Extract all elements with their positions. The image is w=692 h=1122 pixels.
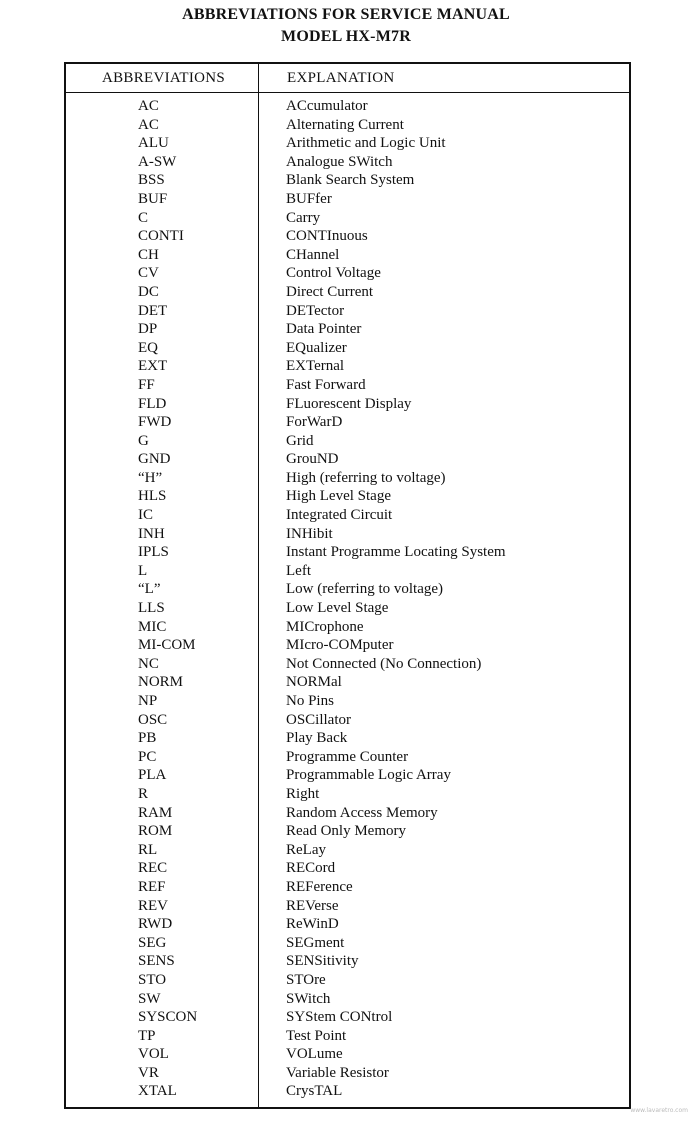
abbreviation-cell: PB (138, 730, 157, 747)
abbreviation-cell: ALU (138, 135, 169, 152)
page-title: ABBREVIATIONS FOR SERVICE MANUAL (182, 6, 510, 23)
abbreviation-cell: NC (138, 655, 159, 672)
table-row (66, 190, 629, 209)
abbreviation-cell: DP (138, 321, 158, 338)
explanation-cell: Alternating Current (286, 116, 404, 133)
explanation-cell: REFerence (286, 878, 353, 895)
abbreviation-cell: REV (138, 897, 168, 914)
abbreviations-table (64, 62, 631, 1109)
abbreviation-cell: “H” (138, 469, 163, 486)
explanation-cell: SENSitivity (286, 953, 359, 970)
abbreviation-cell: IC (138, 507, 153, 524)
table-row (66, 376, 629, 395)
abbreviation-cell: AC (138, 116, 159, 133)
explanation-cell: NORMal (286, 674, 342, 691)
abbreviation-cell: SW (138, 990, 161, 1007)
table-row (66, 804, 629, 823)
abbreviation-cell: NP (138, 693, 158, 709)
table-row (66, 599, 629, 618)
explanation-cell: CONTInuous (286, 228, 368, 245)
table-row (66, 711, 629, 730)
table-row (66, 1082, 629, 1101)
table-row (66, 729, 629, 748)
table-row (66, 395, 629, 414)
explanation-cell: VOLume (286, 1046, 343, 1063)
table-row (66, 562, 629, 581)
table-body (66, 97, 629, 1101)
explanation-cell: Play Back (286, 730, 348, 747)
abbreviation-cell: OSC (138, 711, 168, 728)
explanation-cell: FLuorescent Display (286, 395, 412, 412)
explanation-cell: Not Connected (No Connection) (286, 655, 482, 672)
explanation-cell: Test Point (286, 1027, 347, 1044)
table-row (66, 264, 629, 283)
explanation-cell: Control Voltage (286, 265, 381, 282)
table-row (66, 673, 629, 692)
explanation-cell: Programmable Logic Array (286, 767, 451, 784)
explanation-cell: Instant Programme Locating System (286, 544, 506, 561)
header-divider (66, 92, 629, 93)
explanation-cell: High Level Stage (286, 488, 391, 505)
table-row (66, 487, 629, 506)
abbreviation-cell: BUF (138, 190, 168, 207)
table-row (66, 302, 629, 321)
table-row (66, 1064, 629, 1083)
abbreviation-cell: XTAL (138, 1083, 177, 1100)
abbreviation-cell: VR (138, 1064, 159, 1081)
abbreviation-cell: C (138, 209, 149, 226)
explanation-cell: MIcro-COMputer (286, 637, 394, 654)
explanation-cell: ReLay (286, 841, 326, 858)
table-row (66, 655, 629, 674)
explanation-cell: Variable Resistor (286, 1064, 389, 1081)
explanation-cell: Data Pointer (286, 321, 362, 338)
abbreviation-cell: G (138, 432, 149, 449)
abbreviation-cell: FLD (138, 395, 167, 412)
abbreviation-cell: VOL (138, 1046, 169, 1063)
abbreviation-cell: EQ (138, 339, 158, 356)
table-row (66, 450, 629, 469)
model-subtitle: MODEL HX-M7R (281, 28, 411, 45)
table-row (66, 525, 629, 544)
explanation-cell: Fast Forward (286, 376, 366, 393)
table-row (66, 748, 629, 767)
table-row (66, 897, 629, 916)
explanation-cell: EQualizer (286, 339, 347, 356)
explanation-cell: Carry (286, 209, 321, 226)
table-row (66, 469, 629, 488)
abbreviation-cell: ROM (138, 823, 173, 840)
table-row (66, 357, 629, 376)
explanation-cell: SEGment (286, 934, 345, 951)
abbreviation-cell: CH (138, 246, 159, 263)
explanation-cell: No Pins (286, 693, 334, 709)
table-row (66, 934, 629, 953)
abbreviation-cell: “L” (138, 581, 161, 598)
explanation-cell: Low Level Stage (286, 600, 389, 617)
abbreviation-cell: SYSCON (138, 1009, 198, 1026)
abbreviation-cell: EXT (138, 358, 168, 375)
table-row (66, 506, 629, 525)
explanation-cell: SYStem CONtrol (286, 1009, 393, 1026)
explanation-cell: SWitch (286, 990, 331, 1007)
abbreviation-cell: PLA (138, 767, 167, 784)
table-row (66, 413, 629, 432)
abbreviation-cell: CV (138, 265, 159, 282)
table-row (66, 134, 629, 153)
table-row (66, 153, 629, 172)
table-row (66, 580, 629, 599)
abbreviation-cell: RWD (138, 916, 173, 933)
source-watermark: www.lavaretro.com (630, 1107, 688, 1114)
explanation-cell: REVerse (286, 897, 339, 914)
abbreviation-cell: FF (138, 376, 155, 393)
explanation-cell: DETector (286, 302, 345, 319)
abbreviation-cell: CONTI (138, 228, 184, 245)
explanation-cell: Left (286, 562, 311, 579)
explanation-cell: RECord (286, 860, 336, 877)
table-row (66, 766, 629, 785)
table-row (66, 878, 629, 897)
header-explanation: EXPLANATION (287, 70, 395, 86)
explanation-cell: Random Access Memory (286, 804, 438, 821)
table-row (66, 971, 629, 990)
table-row (66, 952, 629, 971)
explanation-cell: Programme Counter (286, 748, 409, 765)
abbreviation-cell: REC (138, 860, 168, 877)
explanation-cell: Analogue SWitch (286, 153, 393, 170)
explanation-cell: Read Only Memory (286, 823, 406, 840)
explanation-cell: Grid (286, 432, 314, 449)
abbreviation-cell: INH (138, 525, 165, 542)
table-row (66, 209, 629, 228)
abbreviation-cell: HLS (138, 488, 167, 505)
table-row (66, 543, 629, 562)
table-row (66, 97, 629, 116)
table-row (66, 246, 629, 265)
abbreviation-cell: LLS (138, 600, 165, 617)
explanation-cell: Right (286, 785, 320, 802)
explanation-cell: EXTernal (286, 358, 345, 375)
abbreviation-cell: MIC (138, 618, 167, 635)
table-row (66, 116, 629, 135)
table-row (66, 1027, 629, 1046)
explanation-cell: STOre (286, 971, 326, 988)
header-abbreviations: ABBREVIATIONS (102, 70, 226, 86)
explanation-cell: Blank Search System (286, 172, 415, 189)
table-row (66, 320, 629, 339)
table-row (66, 171, 629, 190)
abbreviation-cell: DET (138, 302, 168, 319)
abbreviation-cell: MI-COM (138, 637, 196, 654)
table-row (66, 1045, 629, 1064)
abbreviation-cell: NORM (138, 674, 184, 691)
abbreviation-cell: STO (138, 971, 167, 988)
explanation-cell: CrysTAL (286, 1083, 343, 1100)
abbreviation-cell: FWD (138, 414, 172, 431)
abbreviation-cell: RL (138, 841, 158, 858)
table-row (66, 841, 629, 860)
table-row (66, 1008, 629, 1027)
table-row (66, 432, 629, 451)
table-row (66, 618, 629, 637)
table-row (66, 785, 629, 804)
explanation-cell: CHannel (286, 246, 340, 263)
abbreviation-cell: SENS (138, 953, 175, 970)
table-row (66, 636, 629, 655)
table-row (66, 692, 629, 711)
table-row (66, 227, 629, 246)
abbreviation-cell: DC (138, 283, 159, 300)
abbreviation-cell: BSS (138, 172, 165, 189)
explanation-cell: ACcumulator (286, 98, 368, 114)
table-row (66, 339, 629, 358)
abbreviation-cell: GND (138, 451, 171, 468)
abbreviation-cell: PC (138, 748, 157, 765)
abbreviation-cell: R (138, 785, 149, 802)
table-row (66, 915, 629, 934)
explanation-cell: BUFfer (286, 190, 332, 207)
table-row (66, 859, 629, 878)
abbreviation-cell: RAM (138, 804, 173, 821)
explanation-cell: Arithmetic and Logic Unit (286, 135, 446, 152)
abbreviation-cell: IPLS (138, 544, 169, 561)
explanation-cell: ForWarD (286, 414, 343, 431)
explanation-cell: OSCillator (286, 711, 352, 728)
abbreviation-cell: A-SW (138, 153, 177, 170)
explanation-cell: MICrophone (286, 618, 364, 635)
table-row (66, 822, 629, 841)
abbreviation-cell: SEG (138, 934, 167, 951)
explanation-cell: Low (referring to voltage) (286, 581, 444, 598)
table-row (66, 283, 629, 302)
abbreviation-cell: AC (138, 98, 159, 114)
explanation-cell: Direct Current (286, 283, 374, 300)
explanation-cell: High (referring to voltage) (286, 469, 446, 486)
explanation-cell: GrouND (286, 451, 339, 468)
explanation-cell: ReWinD (286, 916, 339, 933)
abbreviation-cell: L (138, 562, 148, 579)
explanation-cell: Integrated Circuit (286, 507, 393, 524)
explanation-cell: INHibit (286, 525, 333, 542)
abbreviation-cell: REF (138, 878, 166, 895)
abbreviation-cell: TP (138, 1027, 156, 1044)
table-row (66, 990, 629, 1009)
